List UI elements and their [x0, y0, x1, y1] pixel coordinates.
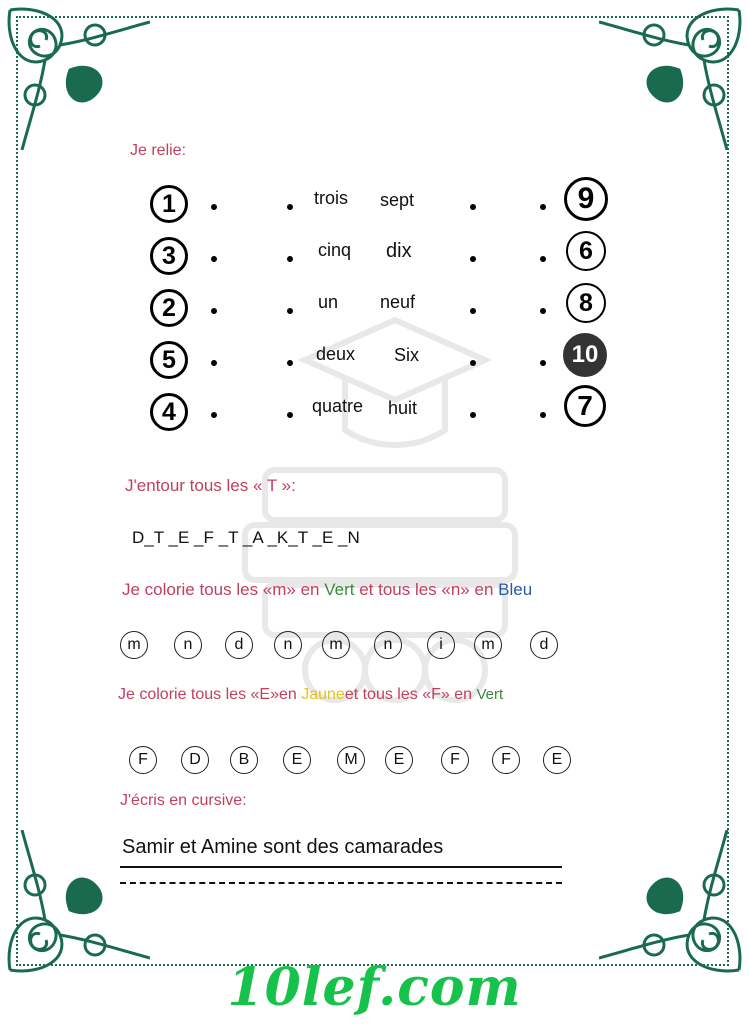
connect-dot[interactable]	[287, 204, 293, 210]
connect-dot[interactable]	[287, 412, 293, 418]
color-word-yellow: Jaune	[301, 686, 345, 703]
connect-dot[interactable]	[470, 412, 476, 418]
letter-bubble[interactable]: m	[322, 631, 350, 659]
number-circle-filled: 10	[563, 333, 607, 377]
number-word: neuf	[380, 292, 416, 312]
number-word: un	[318, 292, 339, 312]
connect-dot[interactable]	[470, 204, 476, 210]
number-circle: 9	[564, 177, 608, 221]
letter-bubble[interactable]: B	[230, 746, 258, 774]
number-circle: 8	[566, 283, 606, 323]
letter-bubble[interactable]: F	[129, 746, 157, 774]
instruction-text: Je colorie tous les «m» en	[122, 580, 325, 599]
connect-dot[interactable]	[540, 360, 546, 366]
connect-dot[interactable]	[540, 412, 546, 418]
connect-dot[interactable]	[287, 256, 293, 262]
letter-bubble[interactable]: F	[441, 746, 469, 774]
color-word-green: Vert	[324, 580, 355, 599]
letter-bubble[interactable]: d	[530, 631, 558, 659]
connect-dot[interactable]	[470, 256, 476, 262]
section-title-colorie-mn	[122, 580, 532, 600]
connect-dot[interactable]	[540, 308, 546, 314]
color-word-blue: Bleu	[498, 580, 533, 599]
model-sentence: Samir et Amine sont des camarades	[122, 836, 444, 858]
writing-baseline	[120, 866, 562, 868]
color-word-green: Vert	[476, 686, 504, 703]
letter-bubble[interactable]: n	[374, 631, 402, 659]
instruction-text: et tous les «F» en	[344, 686, 477, 703]
letter-bubble[interactable]: d	[225, 631, 253, 659]
letter-bubble[interactable]: F	[492, 746, 520, 774]
number-circle: 1	[150, 185, 188, 223]
connect-dot[interactable]	[470, 360, 476, 366]
number-word: deux	[316, 344, 356, 364]
section-title-relie: Je relie:	[130, 142, 187, 159]
letter-bubble[interactable]: D	[181, 746, 209, 774]
connect-dot[interactable]	[211, 360, 217, 366]
number-circle: 6	[566, 231, 606, 271]
site-logo: 10lef.com	[227, 957, 522, 1018]
connect-dot[interactable]	[287, 308, 293, 314]
letter-sequence: D_T _E _F _T _A _K_T _E _N	[132, 528, 360, 547]
section-title-colorie-ef	[118, 686, 503, 704]
connect-dot[interactable]	[540, 256, 546, 262]
number-word: sept	[380, 190, 415, 210]
connect-dot[interactable]	[287, 360, 293, 366]
letter-bubble[interactable]: m	[120, 631, 148, 659]
letter-bubble[interactable]: m	[474, 631, 502, 659]
number-circle: 2	[150, 289, 188, 327]
number-word: huit	[388, 398, 418, 418]
number-word: dix	[386, 240, 412, 262]
number-word: Six	[394, 345, 420, 365]
connect-dot[interactable]	[211, 308, 217, 314]
letter-bubble[interactable]: E	[385, 746, 413, 774]
number-circle: 7	[564, 385, 606, 427]
letter-bubble[interactable]: E	[543, 746, 571, 774]
letter-bubble[interactable]: M	[337, 746, 365, 774]
writing-guide-dashed[interactable]	[120, 882, 562, 884]
letter-bubble[interactable]: n	[174, 631, 202, 659]
section-title-cursive: J'écris en cursive:	[120, 792, 247, 809]
connect-dot[interactable]	[470, 308, 476, 314]
number-word: quatre	[312, 396, 364, 416]
number-word: cinq	[318, 240, 352, 260]
connect-dot[interactable]	[211, 204, 217, 210]
letter-bubble[interactable]: E	[283, 746, 311, 774]
connect-dot[interactable]	[211, 256, 217, 262]
number-circle: 4	[150, 393, 188, 431]
letter-bubble[interactable]: n	[274, 631, 302, 659]
number-circle: 5	[150, 341, 188, 379]
connect-dot[interactable]	[211, 412, 217, 418]
connect-dot[interactable]	[540, 204, 546, 210]
instruction-text: et tous les «n» en	[354, 580, 499, 599]
instruction-text: Je colorie tous les «E»en	[118, 686, 302, 703]
section-title-entour: J'entour tous les « T »:	[125, 476, 296, 495]
letter-bubble[interactable]: i	[427, 631, 455, 659]
number-circle: 3	[150, 237, 188, 275]
number-word: trois	[314, 188, 349, 208]
